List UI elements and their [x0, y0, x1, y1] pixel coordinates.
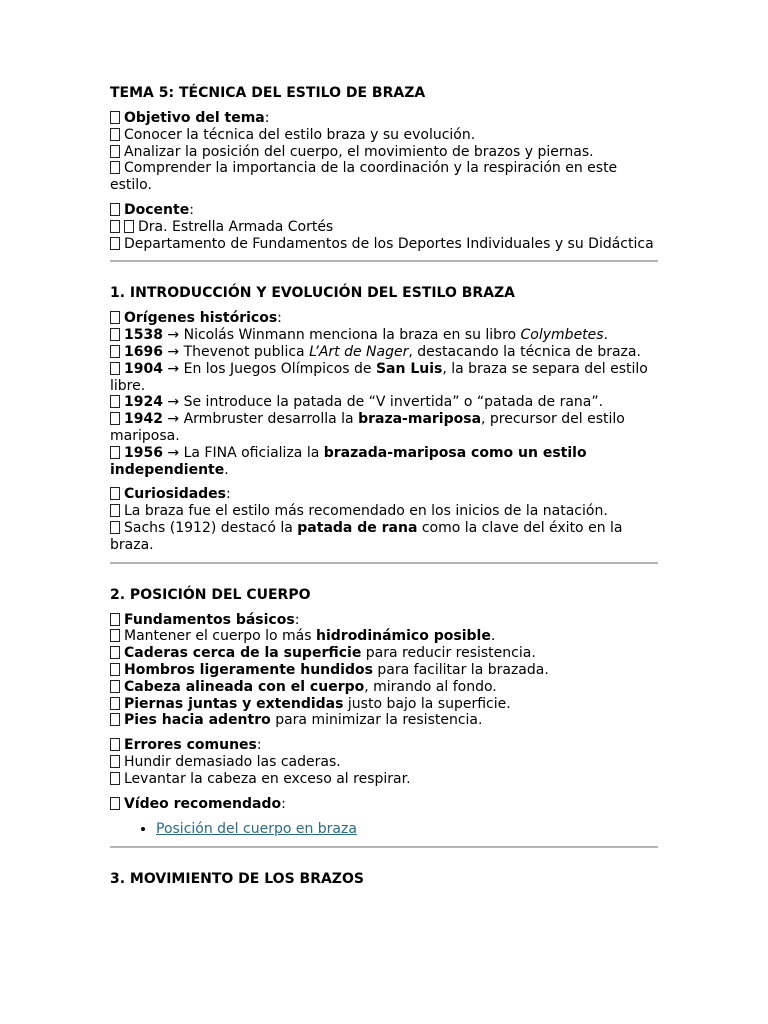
missing-glyph-icon — [110, 697, 120, 710]
text-run: justo bajo la superficie. — [343, 695, 511, 712]
bold-text: patada de rana — [297, 519, 418, 536]
text-line — [110, 127, 658, 144]
text-run: . — [224, 461, 229, 478]
section — [110, 870, 658, 888]
text-line — [110, 110, 658, 127]
text-line — [110, 712, 658, 729]
bold-text: brazada-mariposa como un estilo independiente — [110, 444, 587, 478]
bold-text: Orígenes históricos — [124, 310, 278, 327]
text-run: → En los Juegos Olímpicos de — [162, 360, 376, 377]
missing-glyph-icon — [110, 446, 120, 459]
bold-text: 1696 — [124, 343, 163, 360]
missing-glyph-icon — [110, 412, 120, 425]
missing-glyph-icon — [110, 161, 120, 174]
text-line — [110, 445, 658, 479]
text-run: → Se introduce la patada de “V invertida” o “patada de rana”. — [162, 394, 604, 411]
text-run: , la braza se separa del estilo libre. — [110, 360, 648, 394]
missing-glyph-icon — [110, 613, 120, 626]
missing-glyph-icon — [110, 797, 120, 810]
text-run: Mantener el cuerpo lo más — [124, 628, 316, 645]
text-run: , precursor del estilo mariposa. — [110, 411, 625, 444]
missing-glyph-icon — [110, 328, 120, 341]
text-run: como la clave del éxito en la braza. — [110, 519, 623, 553]
document-page — [110, 84, 658, 896]
missing-glyph-icon — [110, 646, 120, 659]
text-run: La braza fue el estilo más recomendado en los inicios de la natación. — [124, 503, 608, 520]
section — [110, 586, 658, 839]
text-run: → La FINA oficializa la — [162, 444, 324, 461]
text-run: → Nicolás Winmann menciona la braza en su libro — [162, 327, 521, 344]
bold-text: 1956 — [124, 444, 163, 461]
text-line — [110, 754, 658, 771]
link-list — [110, 820, 658, 838]
missing-glyph-icon — [110, 629, 120, 642]
divider — [110, 260, 658, 262]
bold-text: Curiosidades — [124, 486, 227, 503]
paragraph — [110, 310, 658, 478]
text-line — [110, 612, 658, 629]
text-run: : — [281, 795, 286, 812]
text-run: Levantar la cabeza en exceso al respirar. — [124, 770, 411, 787]
text-run: Departamento de Fundamentos de los Deportes Individuales y su Didáctica — [124, 235, 654, 252]
text-run: Conocer la técnica del estilo braza y su evolución. — [124, 126, 476, 143]
bold-text: Fundamentos básicos — [124, 611, 295, 628]
bold-text: Errores comunes — [124, 737, 257, 754]
sections-container — [110, 284, 658, 888]
bold-text: Pies hacia adentro — [124, 712, 271, 729]
divider — [110, 562, 658, 564]
paragraph — [110, 612, 658, 730]
text-run: Comprender la importancia de la coordinación y la respiración en este estilo. — [110, 160, 618, 194]
text-run: para facilitar la brazada. — [372, 661, 549, 678]
paragraph — [110, 202, 658, 252]
text-run: Hundir demasiado las caderas. — [124, 753, 341, 770]
text-run: : — [277, 310, 282, 327]
text-line — [110, 771, 658, 788]
text-run: . — [603, 327, 609, 344]
text-line — [110, 411, 658, 445]
paragraph — [110, 486, 658, 553]
text-line — [110, 696, 658, 713]
missing-glyph-icon — [110, 128, 120, 141]
text-line — [110, 344, 658, 361]
text-line — [110, 737, 658, 754]
missing-glyph-icon — [110, 237, 120, 250]
text-line — [110, 219, 658, 236]
section-heading: 1. INTRODUCCIÓN Y EVOLUCIÓN DEL ESTILO BRAZA — [110, 285, 516, 302]
missing-glyph-icon — [110, 220, 120, 233]
list-item — [156, 820, 658, 838]
intro-block — [110, 110, 658, 252]
document-title: TEMA 5: TÉCNICA DEL ESTILO DE BRAZA — [110, 85, 426, 101]
text-line — [110, 662, 658, 679]
text-line — [110, 160, 658, 194]
text-run: Sachs (1912) destacó la — [124, 519, 298, 536]
bold-text: Hombros ligeramente hundidos — [124, 661, 373, 678]
text-run: para minimizar la resistencia. — [270, 712, 483, 729]
bold-text: San Luis — [375, 360, 443, 377]
bold-text: Piernas juntas y extendidas — [124, 695, 344, 712]
text-line — [110, 394, 658, 411]
missing-glyph-icon — [110, 521, 120, 534]
missing-glyph-icon — [110, 203, 120, 216]
text-run: , destacando la técnica de braza. — [408, 343, 641, 360]
paragraph — [110, 110, 658, 194]
missing-glyph-icon — [110, 362, 120, 375]
bold-text: Vídeo recomendado — [124, 795, 282, 812]
section-heading: 3. MOVIMIENTO DE LOS BRAZOS — [110, 871, 364, 888]
bold-text: Objetivo del tema — [124, 110, 265, 126]
text-run: : — [264, 110, 270, 126]
video-link[interactable]: Posición del cuerpo en braza — [156, 821, 357, 838]
text-run: : — [226, 486, 231, 503]
section — [110, 284, 658, 553]
missing-glyph-icon — [110, 772, 120, 785]
bold-text: Docente — [124, 201, 190, 218]
section-heading: 2. POSICIÓN DEL CUERPO — [110, 586, 311, 603]
text-line — [110, 486, 658, 503]
missing-glyph-icon — [110, 311, 120, 324]
text-line — [110, 202, 658, 219]
text-run: : — [294, 611, 300, 628]
text-run: , mirando al fondo. — [364, 678, 497, 695]
bold-text: hidrodinámico posible — [316, 628, 491, 645]
bold-text: Caderas cerca de la superficie — [124, 645, 362, 662]
text-line — [110, 520, 658, 554]
missing-glyph-icon — [110, 680, 120, 693]
paragraph — [110, 737, 658, 787]
missing-glyph-icon — [110, 738, 120, 751]
bold-text: 1924 — [124, 394, 163, 411]
text-run: Analizar la posición del cuerpo, el movimiento de brazos y piernas. — [124, 143, 594, 160]
missing-glyph-icon — [110, 395, 120, 408]
text-run: . — [490, 628, 496, 645]
missing-glyph-icon — [110, 504, 120, 517]
missing-glyph-icon — [110, 713, 120, 726]
text-line — [110, 503, 658, 520]
missing-glyph-icon — [110, 111, 120, 124]
missing-glyph-icon — [124, 220, 134, 233]
missing-glyph-icon — [110, 345, 120, 358]
text-run: : — [189, 201, 194, 218]
text-run: → Armbruster desarrolla la — [162, 411, 359, 428]
missing-glyph-icon — [110, 755, 120, 768]
text-line — [110, 144, 658, 161]
missing-glyph-icon — [110, 487, 120, 500]
text-run: Dra. Estrella Armada Cortés — [138, 218, 334, 235]
text-line — [110, 679, 658, 696]
text-run: → Thevenot publica — [162, 343, 310, 360]
bold-text: 1538 — [124, 327, 163, 344]
paragraph — [110, 796, 658, 813]
text-run: : — [256, 737, 262, 754]
text-line — [110, 361, 658, 395]
italic-text: L’Art de Nager — [309, 343, 409, 360]
text-line — [110, 796, 658, 813]
bold-text: 1942 — [124, 411, 163, 428]
italic-text: Colymbetes — [520, 327, 604, 344]
text-line — [110, 645, 658, 662]
text-line — [110, 327, 658, 344]
bold-text: Cabeza alineada con el cuerpo — [124, 678, 365, 695]
text-line — [110, 310, 658, 327]
text-line — [110, 628, 658, 645]
text-run: para reducir resistencia. — [361, 645, 536, 662]
bold-text: 1904 — [124, 360, 163, 377]
missing-glyph-icon — [110, 145, 120, 158]
missing-glyph-icon — [110, 663, 120, 676]
text-line — [110, 236, 658, 253]
bold-text: braza-mariposa — [358, 411, 482, 428]
divider — [110, 846, 658, 848]
